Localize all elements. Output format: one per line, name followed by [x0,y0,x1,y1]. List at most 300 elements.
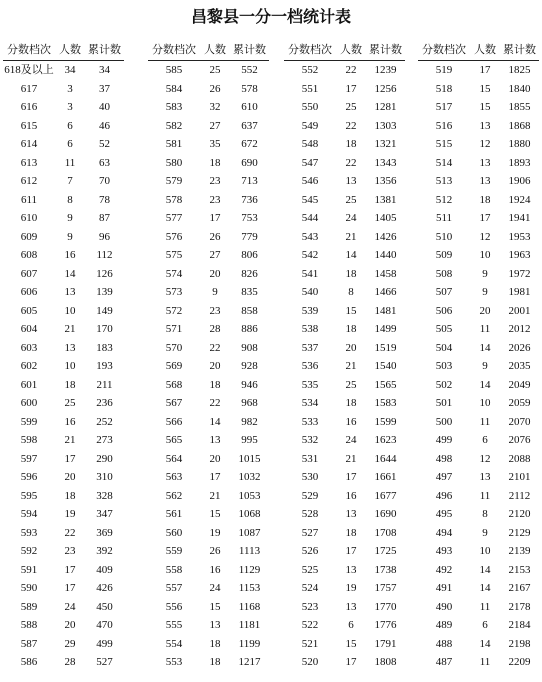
cell-count: 26 [209,82,221,95]
cell-score: 565 [165,434,183,446]
cell-cumulative: 46 [99,119,110,132]
cell-count: 19 [64,508,76,520]
cell-cumulative: 1840 [508,82,531,95]
cell-score: 506 [435,304,453,317]
cell-score: 539 [301,304,319,317]
table-row [418,265,539,284]
cell-count: 9 [482,286,488,298]
cell-cumulative: 2076 [508,434,531,446]
cell-score: 552 [301,64,319,76]
cell-cumulative: 1519 [374,341,397,354]
cell-score: 487 [435,656,453,668]
cell-cumulative: 1217 [238,656,261,668]
cell-cumulative: 968 [241,397,258,409]
cell-score: 597 [20,452,38,465]
cell-score: 559 [165,545,183,557]
cell-cumulative: 2198 [508,637,531,650]
table-row [284,228,405,247]
cell-score: 575 [165,249,183,261]
cell-count: 22 [64,526,76,539]
table-row [3,487,124,506]
table-row [418,616,539,635]
table-row [3,468,124,487]
table-row [284,135,405,154]
cell-count: 14 [479,637,491,650]
cell-cumulative: 1953 [508,230,531,243]
cell-cumulative: 1087 [238,526,261,539]
table-header [284,40,405,61]
cell-count: 16 [64,415,76,428]
cell-cumulative: 2026 [508,341,531,354]
cell-count: 20 [209,452,221,465]
cell-cumulative: 1015 [238,452,261,465]
cell-cumulative: 946 [241,378,258,391]
cell-score: 581 [165,138,183,150]
cell-cumulative: 578 [241,82,258,95]
table-row [418,117,539,136]
cell-count: 25 [64,397,76,409]
cell-count: 23 [209,193,221,206]
table-row [418,376,539,395]
cell-count: 18 [345,323,357,335]
cell-cumulative: 34 [99,64,110,76]
cell-score: 580 [165,156,183,169]
cell-score: 549 [301,119,319,132]
cell-score: 564 [165,452,183,465]
cell-cumulative: 183 [96,341,113,354]
cell-cumulative: 1981 [508,286,531,298]
cell-count: 17 [345,545,357,557]
table-row [284,357,405,376]
table-row [148,265,269,284]
cell-cumulative: 982 [241,415,258,428]
cell-count: 3 [67,82,73,95]
table-row [284,635,405,654]
table-row [148,98,269,117]
table-row [148,154,269,173]
cell-score: 585 [165,64,183,76]
cell-cumulative: 690 [241,156,258,169]
cell-cumulative: 63 [99,156,110,169]
cell-score: 551 [301,82,319,95]
table-row [3,172,124,191]
cell-cumulative: 672 [241,138,258,150]
cell-cumulative: 2167 [508,582,531,594]
cell-count: 17 [345,82,357,95]
cell-cumulative: 2101 [508,471,531,483]
table-row [3,542,124,561]
cell-score: 617 [20,82,38,95]
cell-score: 525 [301,563,319,576]
cell-count: 17 [479,64,491,76]
cell-count: 15 [209,508,221,520]
cell-count: 20 [64,619,76,631]
table-row [418,61,539,80]
cell-score: 528 [301,508,319,520]
cell-score: 605 [20,304,38,317]
cell-cumulative: 1725 [374,545,397,557]
cell-cumulative: 392 [96,545,113,557]
table-row [3,339,124,358]
cell-score: 491 [435,582,453,594]
cell-cumulative: 1825 [508,64,531,76]
cell-score: 573 [165,286,183,298]
cell-score: 538 [301,323,319,335]
table-row [284,431,405,450]
cell-count: 23 [64,545,76,557]
cell-score: 529 [301,489,319,502]
table-row [418,431,539,450]
cell-score: 587 [20,637,38,650]
cell-score: 499 [435,434,453,446]
table-row [148,376,269,395]
cell-cumulative: 328 [96,489,113,502]
cell-cumulative: 1343 [374,156,397,169]
cell-score: 521 [301,637,319,650]
cell-score: 595 [20,489,38,502]
table-row [284,653,405,672]
table-row [418,468,539,487]
cell-score: 534 [301,397,319,409]
cell-count: 19 [209,526,221,539]
cell-score: 547 [301,156,319,169]
cell-cumulative: 1321 [374,138,397,150]
cell-score: 608 [20,249,38,261]
cell-score: 535 [301,378,319,391]
table-row [418,524,539,543]
table-row [148,209,269,228]
header-cumulative: 累计数 [369,43,402,56]
cell-score: 530 [301,471,319,483]
table-row [284,265,405,284]
cell-count: 21 [209,489,221,502]
cell-count: 15 [345,304,357,317]
cell-score: 505 [435,323,453,335]
cell-cumulative: 78 [99,193,110,206]
cell-cumulative: 1405 [374,212,397,224]
cell-cumulative: 1963 [508,249,531,261]
cell-score: 570 [165,341,183,354]
cell-cumulative: 1239 [374,64,397,76]
cell-score: 569 [165,360,183,372]
cell-score: 594 [20,508,38,520]
table-row [3,191,124,210]
table-row [148,431,269,450]
cell-cumulative: 1599 [374,415,397,428]
header-count: 人数 [204,43,226,56]
table-row [148,450,269,469]
cell-count: 17 [345,656,357,668]
table-row [148,135,269,154]
cell-score: 616 [20,101,38,113]
cell-count: 13 [64,286,76,298]
table-header [148,40,269,61]
cell-count: 13 [479,175,491,187]
cell-score: 607 [20,267,38,280]
cell-score: 599 [20,415,38,428]
cell-cumulative: 779 [241,230,258,243]
cell-score: 567 [165,397,183,409]
cell-count: 24 [345,434,357,446]
cell-count: 18 [479,193,491,206]
cell-score: 494 [435,526,453,539]
table-row [148,80,269,99]
cell-count: 32 [209,101,221,113]
cell-count: 9 [482,526,488,539]
table-row [284,505,405,524]
cell-score: 578 [165,193,183,206]
cell-score: 493 [435,545,453,557]
cell-score: 610 [20,212,38,224]
table-row [148,524,269,543]
cell-score: 612 [20,175,38,187]
cell-count: 8 [482,508,488,520]
cell-cumulative: 1623 [374,434,397,446]
cell-count: 16 [345,489,357,502]
cell-count: 34 [64,64,76,76]
cell-score: 544 [301,212,319,224]
cell-count: 25 [345,193,357,206]
cell-count: 24 [64,600,76,613]
table-row [148,61,269,80]
cell-cumulative: 1068 [238,508,261,520]
table-row [418,228,539,247]
table-row [284,154,405,173]
table-row [418,209,539,228]
table-row [3,80,124,99]
cell-cumulative: 52 [99,138,110,150]
cell-score: 603 [20,341,38,354]
cell-count: 26 [209,545,221,557]
cell-score: 555 [165,619,183,631]
cell-count: 6 [67,119,73,132]
cell-cumulative: 96 [99,230,110,243]
cell-score: 543 [301,230,319,243]
table-row [3,154,124,173]
cell-cumulative: 450 [96,600,113,613]
table-row [284,61,405,80]
table-row [3,616,124,635]
table-row [284,302,405,321]
cell-count: 18 [345,397,357,409]
table-row [148,635,269,654]
cell-score: 618及以上 [4,64,54,76]
table-row [148,653,269,672]
cell-count: 23 [209,175,221,187]
cell-cumulative: 610 [241,101,258,113]
cell-score: 524 [301,582,319,594]
header-cumulative: 累计数 [503,43,536,56]
cell-count: 23 [209,304,221,317]
cell-cumulative: 1644 [374,452,397,465]
cell-score: 558 [165,563,183,576]
table-row [418,302,539,321]
cell-cumulative: 858 [241,304,258,317]
cell-cumulative: 1757 [374,582,397,594]
cell-score: 609 [20,230,38,243]
cell-cumulative: 1499 [374,323,397,335]
cell-score: 532 [301,434,319,446]
table-row [418,598,539,617]
cell-count: 13 [345,563,357,576]
cell-cumulative: 426 [96,582,113,594]
cell-score: 522 [301,619,319,631]
cell-count: 13 [345,175,357,187]
cell-cumulative: 1855 [508,101,531,113]
cell-count: 14 [479,563,491,576]
cell-count: 14 [209,415,221,428]
cell-score: 568 [165,378,183,391]
cell-cumulative: 1153 [238,582,261,594]
table-row [3,376,124,395]
cell-score: 508 [435,267,453,280]
table-row [284,394,405,413]
table-row [418,635,539,654]
cell-cumulative: 126 [96,267,113,280]
table-block-4 [418,40,539,672]
cell-cumulative: 149 [96,304,113,317]
cell-count: 9 [212,286,218,298]
cell-count: 13 [209,619,221,631]
cell-cumulative: 139 [96,286,113,298]
cell-cumulative: 2129 [508,526,531,539]
cell-cumulative: 552 [241,64,258,76]
cell-score: 542 [301,249,319,261]
table-row [148,394,269,413]
cell-score: 540 [301,286,319,298]
cell-score: 541 [301,267,319,280]
table-row [284,468,405,487]
table-row [418,653,539,672]
table-row [284,172,405,191]
cell-cumulative: 2012 [508,323,531,335]
cell-score: 512 [435,193,453,206]
cell-count: 29 [64,637,76,650]
cell-count: 18 [345,267,357,280]
cell-count: 10 [479,545,491,557]
cell-count: 14 [345,249,357,261]
cell-count: 8 [67,193,73,206]
cell-cumulative: 1893 [508,156,531,169]
cell-count: 12 [479,230,491,243]
cell-count: 9 [482,360,488,372]
table-row [418,394,539,413]
cell-score: 519 [435,64,453,76]
cell-count: 17 [64,452,76,465]
table-row [3,653,124,672]
cell-count: 17 [64,582,76,594]
cell-cumulative: 1440 [374,249,397,261]
cell-score: 490 [435,600,453,613]
cell-count: 28 [64,656,76,668]
cell-count: 21 [345,230,357,243]
table-row [284,524,405,543]
cell-count: 15 [209,600,221,613]
cell-cumulative: 2088 [508,452,531,465]
table-row [3,228,124,247]
cell-count: 20 [209,360,221,372]
cell-score: 590 [20,582,38,594]
table-row [3,357,124,376]
table-row [3,117,124,136]
table-row [3,209,124,228]
cell-count: 11 [479,656,491,668]
cell-count: 21 [345,360,357,372]
cell-cumulative: 2059 [508,397,531,409]
cell-cumulative: 1458 [374,267,397,280]
cell-score: 500 [435,415,453,428]
table-row [3,283,124,302]
cell-count: 16 [64,249,76,261]
table-row [418,487,539,506]
table-row [284,98,405,117]
cell-count: 35 [209,138,221,150]
table-row [284,450,405,469]
cell-count: 21 [64,323,76,335]
table-row [418,98,539,117]
cell-count: 13 [345,600,357,613]
cell-score: 533 [301,415,319,428]
cell-score: 517 [435,101,453,113]
cell-count: 17 [345,471,357,483]
header-cumulative: 累计数 [233,43,266,56]
table-row [418,283,539,302]
table-row [3,450,124,469]
table-row [284,209,405,228]
cell-count: 14 [479,341,491,354]
cell-score: 606 [20,286,38,298]
table-row [148,598,269,617]
cell-score: 602 [20,360,38,372]
cell-count: 18 [209,156,221,169]
table-row [418,357,539,376]
cell-count: 18 [64,378,76,391]
table-row [3,320,124,339]
cell-score: 615 [20,119,38,132]
table-row [284,246,405,265]
cell-cumulative: 2112 [508,489,531,502]
cell-count: 11 [479,415,491,428]
cell-count: 20 [64,471,76,483]
table-row [148,302,269,321]
table-row [148,616,269,635]
cell-cumulative: 753 [241,212,258,224]
cell-cumulative: 1199 [238,637,261,650]
cell-score: 576 [165,230,183,243]
cell-count: 10 [479,397,491,409]
cell-cumulative: 2049 [508,378,531,391]
cell-score: 503 [435,360,453,372]
table-row [284,117,405,136]
cell-score: 501 [435,397,453,409]
cell-count: 13 [479,119,491,132]
cell-score: 571 [165,323,183,335]
cell-score: 488 [435,637,453,650]
table-header [3,40,124,61]
cell-cumulative: 1481 [374,304,397,317]
cell-count: 20 [479,304,491,317]
table-row [3,561,124,580]
cell-score: 604 [20,323,38,335]
cell-cumulative: 713 [241,175,258,187]
cell-cumulative: 1708 [374,526,397,539]
cell-score: 509 [435,249,453,261]
table-row [148,117,269,136]
table-row [284,561,405,580]
cell-score: 498 [435,452,453,465]
table-row [148,339,269,358]
cell-cumulative: 193 [96,360,113,372]
